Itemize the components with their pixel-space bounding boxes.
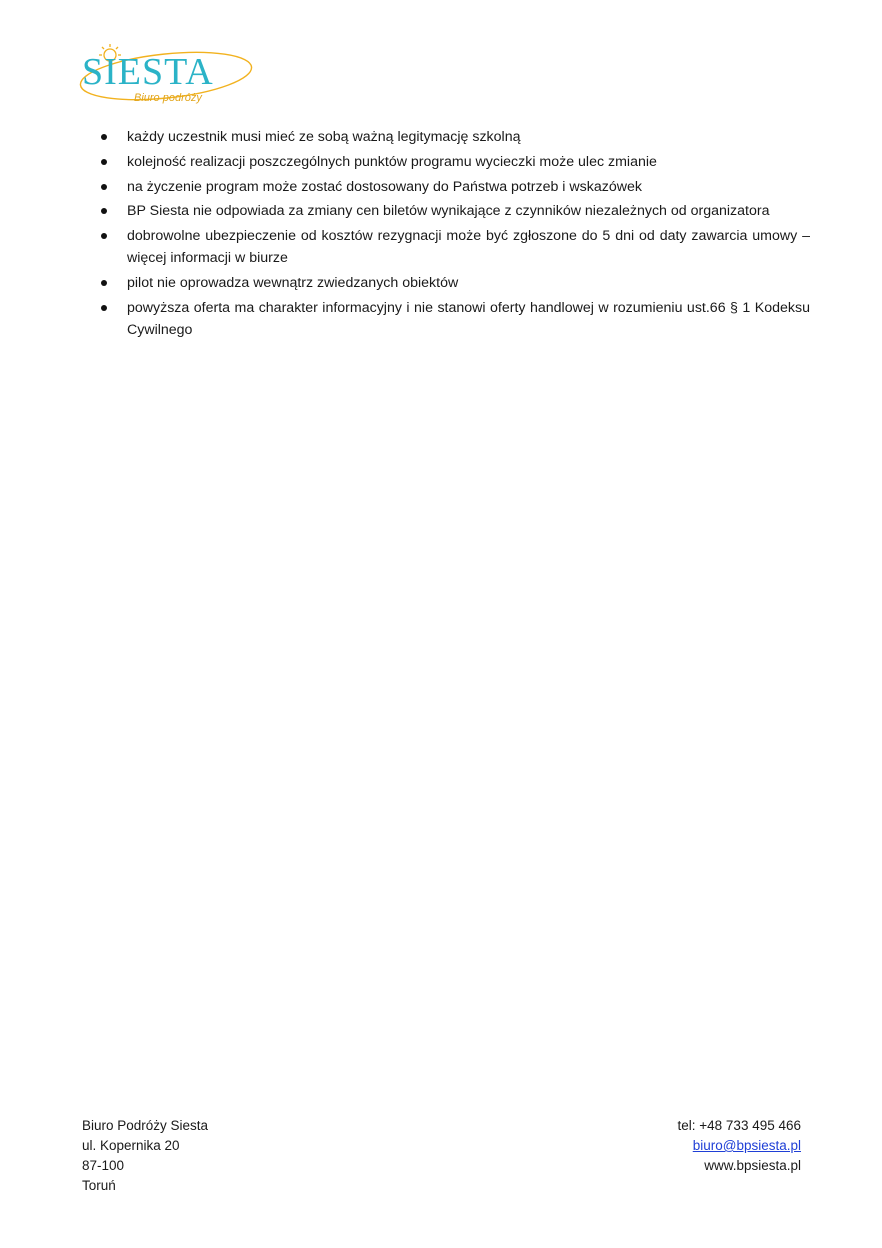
list-item-text: każdy uczestnik musi mieć ze sobą ważną legitymację szkolną (127, 129, 521, 145)
footer-website: www.bpsiesta.pl (704, 1158, 801, 1173)
list-item-text: BP Siesta nie odpowiada za zmiany cen biletów wynikające z czynników niezależnych od organizatora (127, 203, 770, 220)
bullet-icon (101, 208, 107, 214)
footer-email-link[interactable]: biuro@bpsiesta.pl (692, 1138, 801, 1153)
siesta-logo (76, 42, 256, 108)
bullet-icon (101, 184, 107, 190)
list-item (100, 297, 810, 341)
list-item-text: pilot nie oprowadza wewnątrz zwiedzanych obiektów (127, 274, 459, 291)
logo-subtitle: Biuro podróży (134, 92, 202, 104)
bullet-icon (101, 233, 107, 239)
footer-address (82, 1116, 208, 1196)
list-item-text: na życzenie program może zostać dostosowany do Państwa potrzeb i wskazówek (127, 178, 642, 195)
list-item (100, 126, 810, 148)
footer-city: Toruń (82, 1178, 116, 1193)
footer-phone: tel: +48 733 495 466 (677, 1118, 801, 1133)
list-item (100, 176, 810, 198)
footer-company: Biuro Podróży Siesta (82, 1118, 209, 1133)
list-item (100, 225, 810, 269)
bullet-icon (101, 134, 107, 140)
logo-wordmark: SIESTA (82, 51, 214, 93)
bullet-icon (101, 305, 107, 311)
footer-postal-code: 87-100 (82, 1158, 125, 1173)
list-item (100, 200, 810, 222)
list-item-text: dobrowolne ubezpieczenie od kosztów rezygnacji może być zgłoszone do 5 dni od daty zawarcia umowy – więcej informacji w biurze (127, 228, 810, 267)
list-item (100, 272, 810, 294)
bullet-icon (101, 280, 107, 286)
list-item (100, 151, 810, 173)
list-item-text: kolejność realizacji poszczególnych punktów programu wycieczki może ulec zmianie (127, 153, 657, 170)
conditions-list (100, 126, 810, 344)
siesta-logo-graphic (76, 42, 256, 108)
bullet-icon (101, 159, 107, 165)
footer-street: ul. Kopernika 20 (82, 1138, 180, 1153)
list-item-text: powyższa oferta ma charakter informacyjny i nie stanowi oferty handlowej w rozumieniu ust.66 § 1 Kodeksu Cywilnego (127, 299, 810, 338)
footer-contact (678, 1116, 801, 1176)
